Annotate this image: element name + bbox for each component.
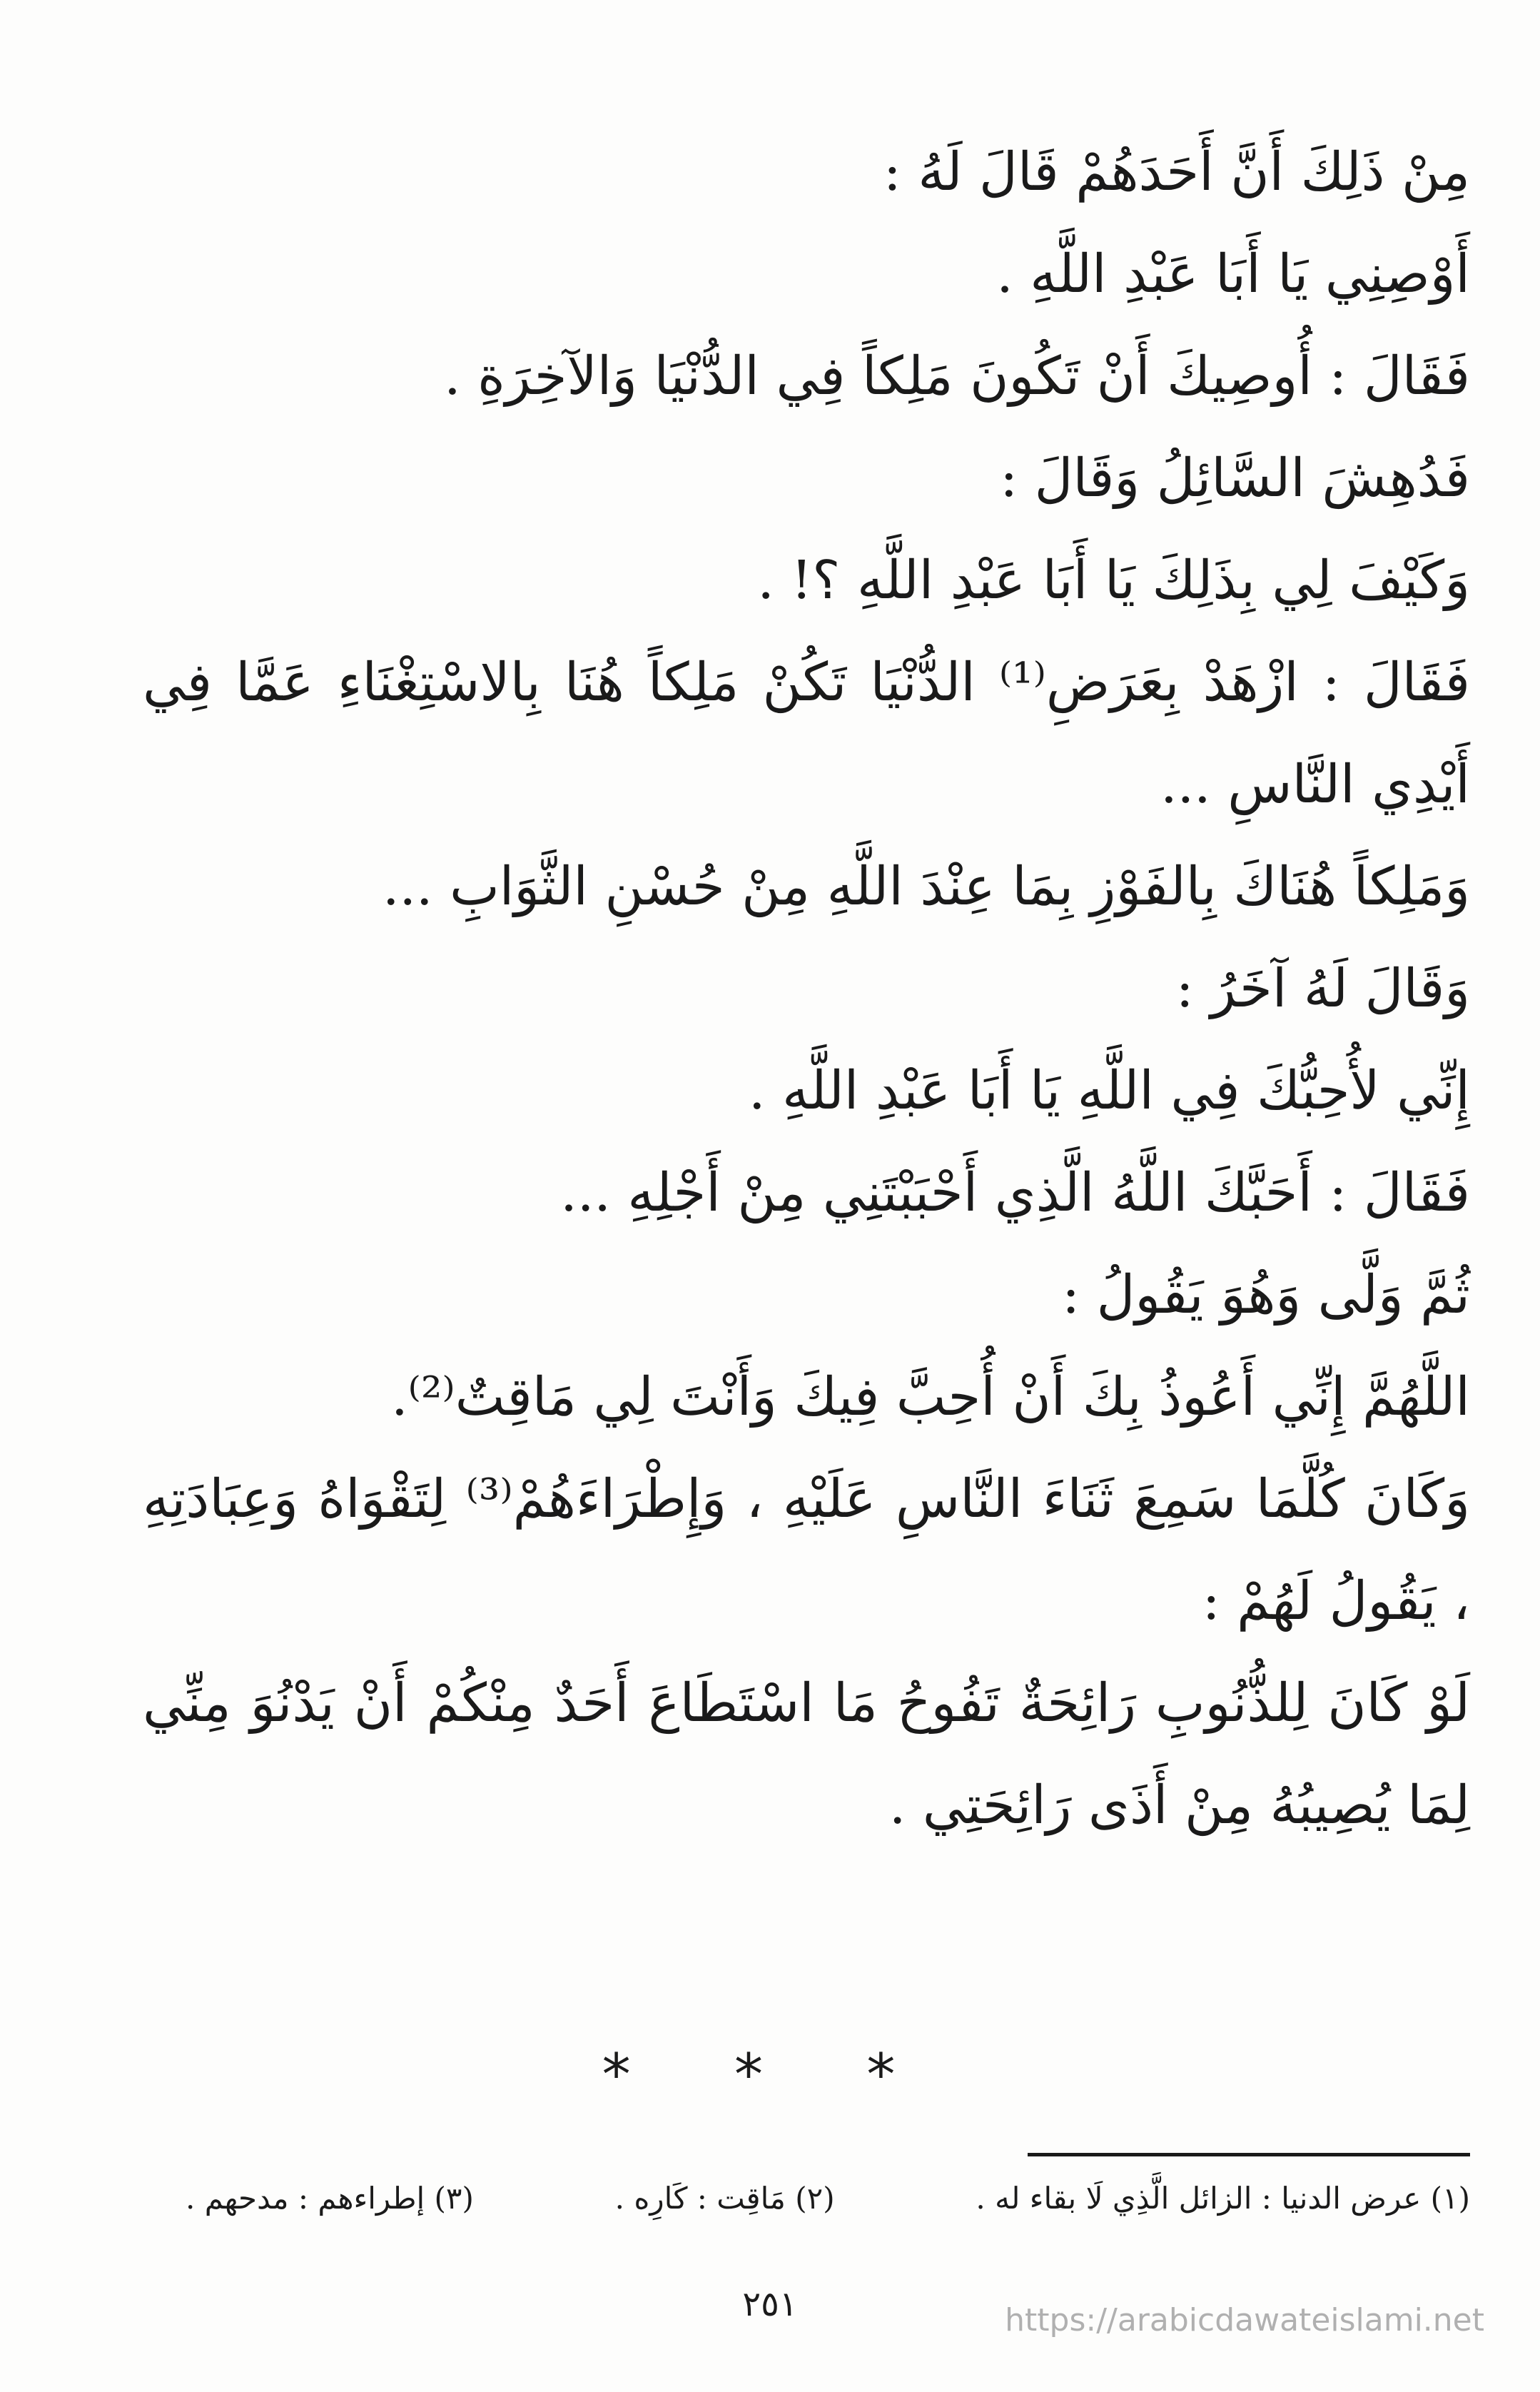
paragraph-12: اللَّهُمَّ إِنِّي أَعُوذُ بِكَ أَنْ أُحِبَّ فِيكَ وَأَنْتَ لِي مَاقِتٌ⁽²⁾. [391,1366,1470,1428]
page-number: ٢٥١ [742,2284,798,2324]
paragraph-11: ثُمَّ وَلَّى وَهُوَ يَقُولُ : [1062,1264,1470,1326]
footnotes [186,2170,1470,2227]
paragraph-14: لَوْ كَانَ لِلذُّنُوبِ رَائِحَةٌ تَفُوحُ مَا اسْتَطَاعَ أَحَدٌ مِنْكُمْ أَنْ يَدْنُوَ مِنِّي لِمَا يُصِيبُهُ مِنْ أَذَى رَائِحَتِي . [143,1672,1470,1836]
watermark-url: https://arabicdawateislami.net [1005,2302,1484,2338]
footnote-2: (٢) مَاقِت : كَارِه . [614,2181,835,2216]
paragraph-9: إِنِّي لأُحِبُّكَ فِي اللَّهِ يَا أَبَا عَبْدِ اللَّهِ . [749,1060,1470,1121]
footnote-1: (١) عرض الدنيا : الزائل الَّذِي لَا بقاء له . [976,2181,1470,2216]
section-separator: * * * [602,2042,938,2108]
paragraph-2: أَوْصِنِي يَا أَبَا عَبْدِ اللَّهِ . [996,243,1470,305]
footnote-divider [1028,2153,1470,2156]
paragraph-5: وَكَيْفَ لِي بِذَلِكَ يَا أَبَا عَبْدِ اللَّهِ ؟! . [757,550,1470,611]
footnote-3: (٣) إطراءهم : مدحهم . [186,2181,474,2216]
paragraph-1: مِنْ ذَلِكَ أَنَّ أَحَدَهُمْ قَالَ لَهُ : [883,141,1470,203]
paragraph-8: وَقَالَ لَهُ آخَرُ : [1175,958,1470,1019]
paragraph-7: وَمَلِكاً هُنَاكَ بِالفَوْزِ بِمَا عِنْدَ اللَّهِ مِنْ حُسْنِ الثَّوَابِ ... [382,856,1470,917]
paragraph-4: فَدُهِشَ السَّائِلُ وَقَالَ : [1000,448,1470,509]
paragraph-3: فَقَالَ : أُوصِيكَ أَنْ تَكُونَ مَلِكاً فِي الدُّنْيَا وَالآخِرَةِ . [444,345,1470,407]
paragraph-10: فَقَالَ : أَحَبَّكَ اللَّهُ الَّذِي أَحْبَبْتَنِي مِنْ أَجْلِهِ ... [560,1162,1470,1223]
paragraph-13: وَكَانَ كُلَّمَا سَمِعَ ثَنَاءَ النَّاسِ عَلَيْهِ ، وَإِطْرَاءَهُمْ⁽³⁾ لِتَقْوَاهُ وَعِبَادَتِهِ ، يَقُولُ لَهُمْ : [143,1468,1471,1632]
main-text [143,121,1470,1857]
paragraph-6: فَقَالَ : ازْهَدْ بِعَرَضِ⁽¹⁾ الدُّنْيَا تَكُنْ مَلِكاً هُنَا بِالاسْتِغْنَاءِ عَمَّا فِي أَيْدِي النَّاسِ ... [143,652,1471,815]
